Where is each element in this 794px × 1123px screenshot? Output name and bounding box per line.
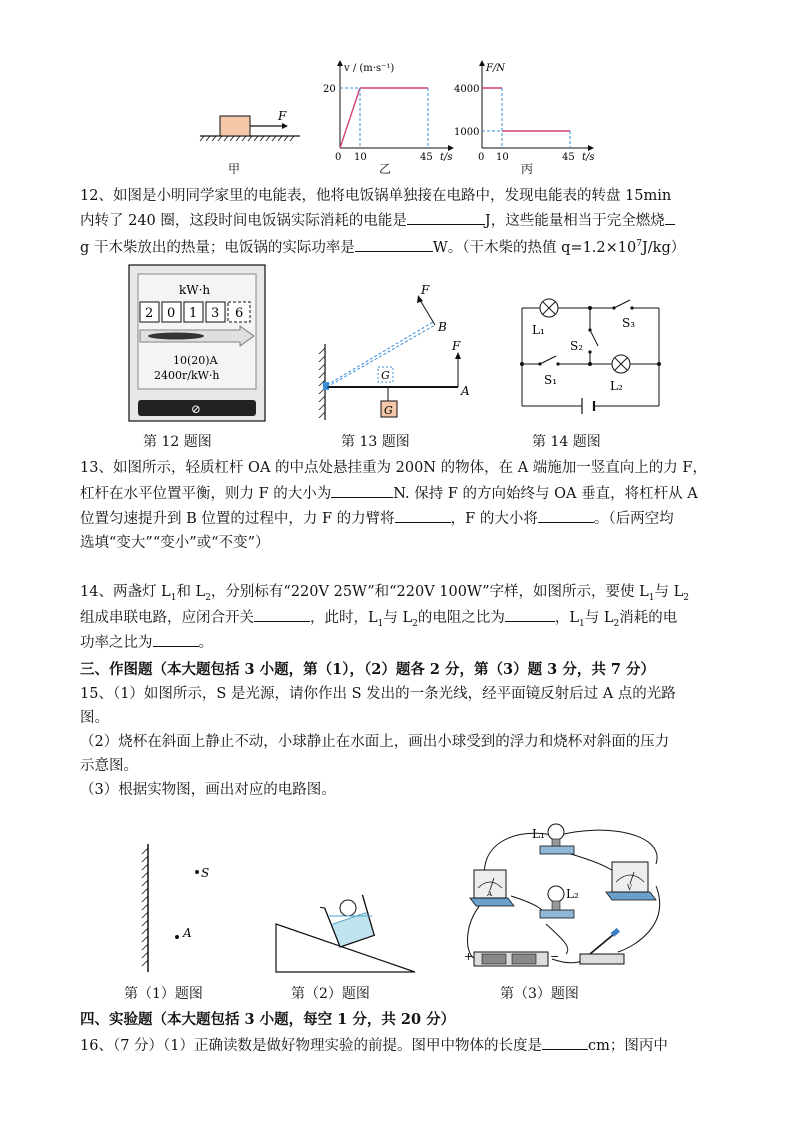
q14-line-2e: ，L (554, 610, 579, 626)
lever-F-top: F (421, 283, 430, 297)
q15-p2-line-2: 示意图。 (80, 758, 138, 774)
q12-line-3a: g 干木柴放出的热量；电饭锅的实际功率是 (80, 239, 355, 256)
circuit-figure (514, 292, 674, 414)
section-4-heading: 四、实验题（本大题包括 3 小题，每空 1 分，共 20 分） (80, 1011, 456, 1028)
lever-point-A: A (461, 384, 470, 398)
label-L1: L₁ (532, 827, 545, 841)
lever-F-right: F (452, 339, 461, 353)
voltmeter-icon (606, 862, 656, 900)
fig-jia (200, 109, 300, 141)
q16-blank-length[interactable] (542, 1033, 588, 1050)
q14-blank-switch[interactable] (254, 605, 310, 622)
point-S: S (201, 866, 210, 880)
battery-plus: + (464, 950, 474, 963)
q14-line-2b: ，此时，L (310, 610, 378, 626)
voltmeter-label: V (627, 884, 633, 892)
q13-line-2b: N. 保持 F 的方向始终与 OA 垂直，将杠杆从 A (393, 486, 698, 502)
meter-knob-icon: ⊘ (191, 402, 202, 416)
q14-line-1c: ，分别标有“220V 25W”和“220V 100W”字样，如图所示，要使 L (210, 584, 649, 600)
q14-sub: 2 (205, 592, 211, 603)
q14-sub: 1 (648, 592, 655, 603)
meter-digits (140, 302, 250, 322)
q14-sub: 2 (683, 592, 690, 603)
question-12 (80, 184, 720, 256)
meter-unit: kW·h (179, 283, 211, 297)
caption-fig15-2: 第（2）题图 (291, 986, 370, 1002)
q13-blank-force[interactable] (331, 481, 393, 498)
battery-holder-icon (474, 952, 548, 966)
caption-fig15-1: 第（1）题图 (124, 986, 203, 1002)
q13-line-2a: 杠杆在水平位置平衡，则力 F 的大小为 (80, 486, 332, 502)
q13-line-3c: 。（后两空均 (593, 511, 674, 527)
q14-line-2d: 的电阻之比为 (417, 610, 505, 626)
bulb-L1-icon (540, 824, 574, 854)
yi-x-axis-label: t/s (440, 152, 453, 163)
point-A: A (183, 926, 192, 940)
circuit-L2: L₂ (610, 379, 623, 393)
q13-line-1: 13、如图所示，轻质杠杆 OA 的中点处悬挂重为 200N 的物体，在 A 端施加一竖直向上的力 F， (80, 460, 707, 476)
circuit-L1: L₁ (532, 323, 545, 337)
caption-fig15-3: 第（3）题图 (500, 986, 579, 1002)
q14-line-1d: 与 L (654, 584, 684, 600)
q13-line-3a: 位置匀速提升到 B 位置的过程中，力 F 的力臂将 (80, 511, 395, 527)
bing-x-tick-10: 10 (496, 152, 509, 163)
q14-blank-resistance[interactable] (505, 605, 555, 622)
q15-p1-line-2: 图。 (80, 710, 109, 726)
lever-G-dashed: G (381, 369, 390, 382)
q16-line-1b: cm；图丙中 (588, 1038, 668, 1054)
fig-yi-graph (323, 60, 454, 163)
fig-bing-graph (454, 60, 595, 163)
q14-sub: 1 (579, 618, 585, 629)
q14-line-3a: 功率之比为 (80, 635, 153, 651)
q13-blank-size[interactable] (538, 506, 594, 523)
q12-line-2a: 内转了 240 圈，这段时间电饭锅实际消耗的电能是 (80, 213, 407, 229)
question-15 (80, 682, 720, 802)
q14-sub: 2 (412, 618, 418, 629)
circuit-S3: S₃ (622, 316, 636, 330)
ammeter-icon (470, 870, 514, 906)
q14-line-2c: 与 L (383, 610, 413, 626)
caption-yi: 乙 (379, 162, 392, 176)
section-3-heading: 三、作图题（本大题包括 3 小题，第（1），（2）题各 2 分，第（3）题 3 分，共 7 分） (80, 661, 656, 678)
bing-x-axis-label: t/s (582, 152, 595, 163)
yi-x-tick-0: 0 (335, 152, 342, 163)
meter-rating: 10(20)A (173, 354, 218, 367)
question-13 (80, 456, 720, 556)
meter-digit-5: 6 (235, 306, 244, 321)
q12-line-2b: J，这些能量相当于完全燃烧 (484, 213, 665, 229)
q13-line-3b: ，F 的大小将 (450, 511, 538, 527)
meter-digit-1: 2 (145, 306, 154, 321)
q14-sub: 1 (170, 592, 177, 603)
q15-p3-line-1: （3）根据实物图，画出对应的电路图。 (80, 782, 336, 798)
q14-blank-power[interactable] (153, 630, 199, 647)
meter-digit-2: 0 (167, 306, 176, 321)
caption-jia: 甲 (228, 162, 241, 176)
bing-y-high: 4000 (454, 84, 480, 95)
circuit-S1: S₁ (544, 373, 558, 387)
caption-fig-14: 第 14 题图 (532, 434, 601, 450)
q14-line-3b: 。 (198, 635, 213, 651)
q14-sub: 2 (613, 618, 620, 629)
meter-digit-4: 3 (211, 306, 220, 321)
ammeter-label: A (487, 890, 493, 898)
q15-p1-line-1: 15、（1）如图所示，S 是光源，请你作出 S 发出的一条光线，经平面镜反射后过 A 点的光路 (80, 686, 676, 702)
q13-line-4: 选填“变大”“变小”或“不变”） (80, 535, 270, 551)
yi-y-axis-label: v / (m·s⁻¹) (344, 63, 395, 74)
q12-line-3c: J/kg） (641, 239, 686, 256)
q14-line-1a: 14、两盏灯 L (80, 584, 171, 600)
q16-line-1a: 16、（7 分）（1）正确读数是做好物理实验的前提。图甲中物体的长度是 (80, 1038, 543, 1054)
q12-blank-mass[interactable] (665, 208, 675, 225)
q14-line-2f: 与 L (584, 610, 614, 626)
q12-blank-energy[interactable] (407, 208, 485, 225)
bing-x-tick-45: 45 (562, 152, 575, 163)
energy-meter-figure (128, 264, 268, 424)
q12-exponent: 7 (636, 239, 642, 249)
q14-line-2g: 消耗的电 (619, 610, 678, 626)
yi-y-value: 20 (323, 84, 336, 95)
q13-blank-arm[interactable] (395, 506, 451, 523)
yi-x-tick-10: 10 (354, 152, 367, 163)
question-16 (80, 1033, 720, 1057)
q14-sub: 1 (377, 618, 384, 629)
rotor-disc-icon (148, 333, 204, 340)
q12-line-1: 12、如图是小明同学家里的电能表，他将电饭锅单独接在电路中，发现电能表的转盘 15min (80, 188, 672, 204)
caption-bing: 丙 (521, 162, 534, 176)
knife-switch-icon (580, 928, 624, 964)
lever-point-B: B (438, 320, 447, 334)
yi-x-tick-45: 45 (420, 152, 433, 163)
caption-fig-12: 第 12 题图 (143, 434, 212, 450)
battery-minus: − (550, 950, 560, 963)
bing-y-axis-label: F/N (486, 63, 506, 74)
label-L2: L₂ (566, 887, 579, 901)
lever-figure (315, 280, 485, 425)
caption-fig-13: 第 13 题图 (341, 434, 410, 450)
question-14 (80, 580, 720, 655)
meter-digit-3: 1 (189, 306, 198, 321)
incline-beaker-figure (270, 860, 420, 978)
physical-circuit-figure (456, 814, 706, 979)
lever-G-box: G (384, 404, 393, 417)
q12-line-3b: W。（干木柴的热值 q=1.2×10 (432, 239, 637, 256)
q12-blank-power[interactable] (355, 235, 433, 252)
force-label: F (278, 109, 287, 123)
circuit-S2: S₂ (570, 339, 584, 353)
bing-y-low: 1000 (454, 127, 480, 138)
mirror-figure (130, 840, 230, 980)
meter-constant: 2400r/kW·h (154, 369, 220, 382)
bing-x-tick-0: 0 (478, 152, 485, 163)
top-figures (190, 56, 610, 176)
q14-line-1b: 和 L (176, 584, 206, 600)
q14-line-2a: 组成串联电路，应闭合开关 (80, 610, 254, 626)
q15-p2-line-1: （2）烧杯在斜面上静止不动，小球静止在水面上，画出小球受到的浮力和烧杯对斜面的压力 (80, 734, 670, 750)
